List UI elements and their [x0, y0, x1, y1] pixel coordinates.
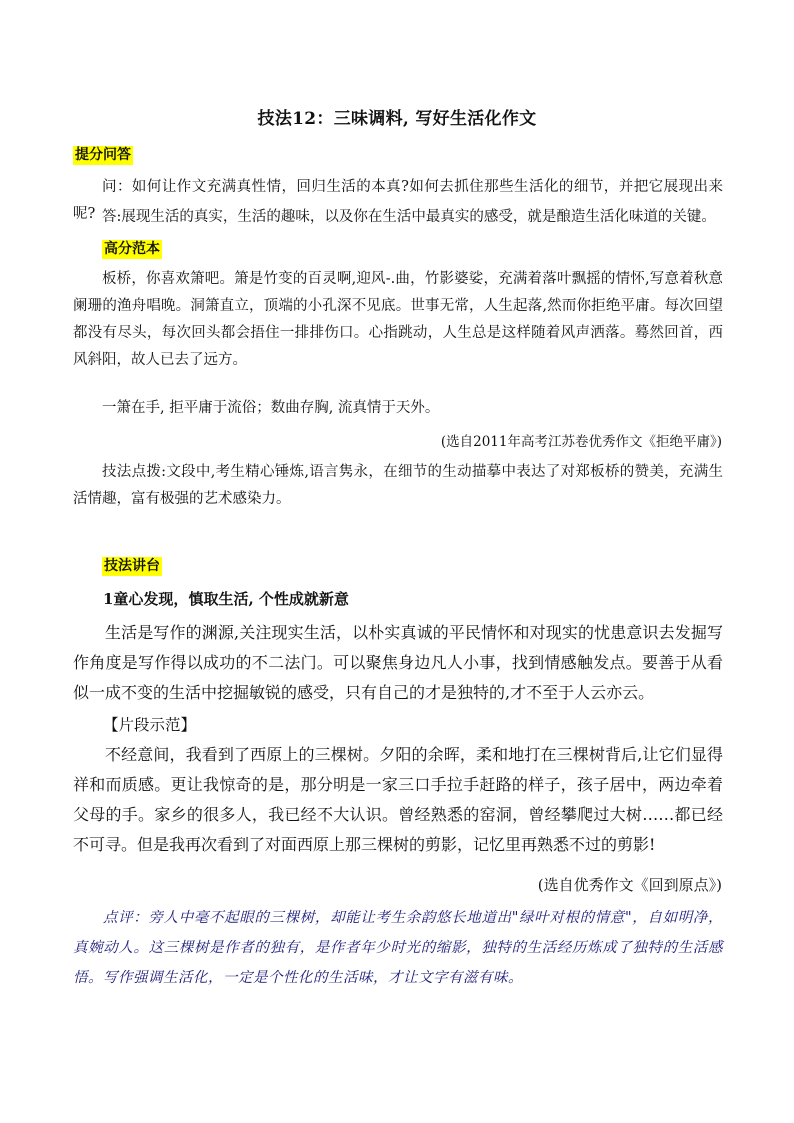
technique-heading: 1童心发现，慎取生活, 个性成就新意 [103, 590, 349, 608]
technique-paragraph: 生活是写作的渊源,关注现实生活，以朴实真诚的平民情怀和对现实的忧患意识去发掘写作角度是写作得以成功的不二法门。可以聚焦身边凡人小事，找到情感触发点。要善于从看似一成不变的生活中挖掘敏锐的感受，只有自己的才是独特的,才不至于人云亦云。 [73, 623, 723, 702]
sample-label: 【片段示范】 [103, 716, 197, 734]
sample-paragraph-3: 不经意间，我看到了西原上的三棵树。夕阳的余晖，柔和地打在三棵树背后,让它们显得祥和而质感。更让我惊奇的是，那分明是一家三口手拉手赶路的样子，孩子居中，两边牵着父母的手。家乡的很多人，我已经不大认识。曾经熟悉的窑洞，曾经攀爬过大树……都已经不可寻。但是我再次看到了对面西原上那三棵树的剪影，记忆里再熟悉不过的剪影! [73, 745, 723, 854]
sample-source: (选自2011年高考江苏卷优秀作文《拒绝平庸》) [440, 434, 722, 450]
technique-comment: 技法点拨:文段中,考生精心锤炼,语言隽永，在细节的生动描摹中表达了对郑板桥的赞美，充满生活情趣，富有极强的艺术感染力。 [73, 464, 723, 507]
sample-paragraph-2: 一箫在手, 拒平庸于流俗；数曲存胸, 流真情于天外。 [102, 400, 440, 416]
sample-paragraph-1: 板桥，你喜欢箫吧。箫是竹变的百灵啊,迎风-.曲，竹影婆娑，充满着落叶飘摇的情怀,写意着秋意阑珊的渔舟唱晚。洞箫直立，顶端的小孔深不见底。世事无常，人生起落,然而你拒绝平庸。每次回望都没有尽头，每次回头都会捂住一排排伤口。心指跳动，人生总是这样随着风声洒落。蓦然回首，西风斜阳，故人已去了远方。 [73, 271, 723, 368]
section-tag-tifen: 提分问答 [75, 147, 131, 163]
section-tag-gaofen: 高分范本 [104, 241, 160, 257]
answer-text: 答:展现生活的真实，生活的趣味，以及你在生活中最真实的感受，就是酿造生活化味道的关键。 [102, 209, 716, 225]
question-text: 问：如何让作文充满真性情，回归生活的本真?如何去抓住那些生活化的细节，并把它展现出来呢? [73, 179, 723, 222]
section-tag-jiangtai: 技法讲台 [104, 558, 160, 574]
page-title: 技法12：三味调料, 写好生活化作文 [257, 109, 537, 129]
review-comment: 点评：旁人中毫不起眼的三棵树，却能让考生余韵悠长地道出"绿叶对根的情意"，自如明净，真婉动人。这三棵树是作者的独有，是作者年少时光的缩影，独特的生活经历炼成了独特的生活感悟。写作强调生活化，一定是个性化的生活味，才让文字有滋有味。 [73, 910, 723, 986]
sample-source-2: (选自优秀作文《回到原点》) [537, 876, 722, 894]
